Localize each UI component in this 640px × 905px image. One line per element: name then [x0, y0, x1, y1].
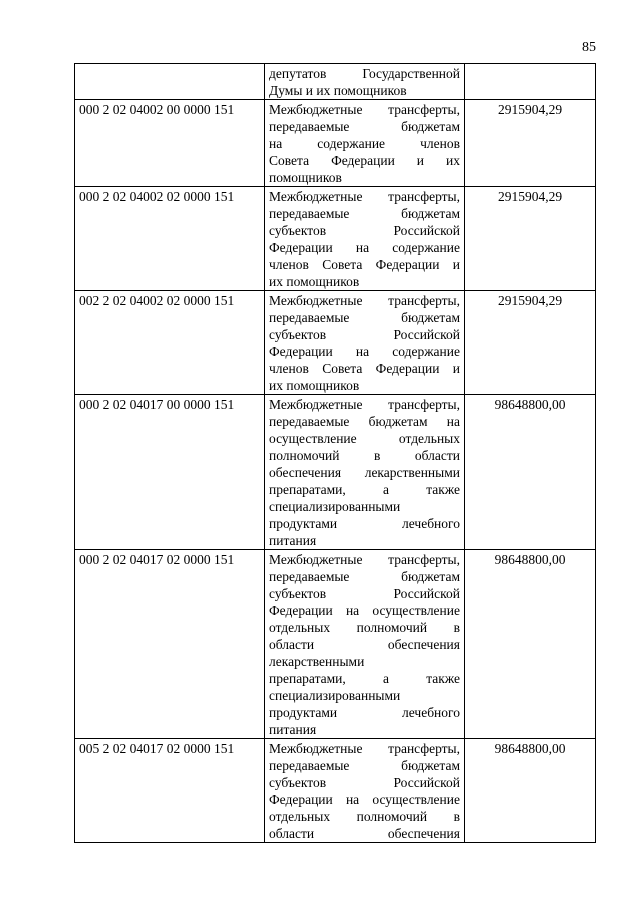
description-line: передаваемые бюджетам на — [269, 414, 460, 429]
budget-code-cell: 000 2 02 04017 00 0000 151 — [75, 395, 265, 550]
description-line: Межбюджетные трансферты, — [269, 552, 460, 567]
description-line: осуществление отдельных — [269, 431, 460, 446]
description-line: специализированными — [269, 499, 401, 514]
description-line: Федерации на содержание — [269, 344, 460, 359]
description-line: области обеспечения — [269, 637, 460, 652]
description-line: Федерации на осуществление — [269, 792, 460, 807]
description-line: передаваемые бюджетам — [269, 569, 460, 584]
description-line: передаваемые бюджетам — [269, 119, 460, 134]
description-line: обеспечения лекарственными — [269, 465, 460, 480]
description-line: их помощников — [269, 274, 360, 289]
description-cell — [265, 739, 465, 843]
amount-cell: 2915904,29 — [465, 291, 596, 395]
description-line: Межбюджетные трансферты, — [269, 102, 460, 117]
description-line: субъектов Российской — [269, 223, 460, 238]
table-row — [75, 395, 596, 550]
description-line: Думы и их помощников — [269, 83, 407, 98]
description-line: лекарственными — [269, 654, 365, 669]
page-number: 85 — [582, 40, 596, 55]
description-line: Межбюджетные трансферты, — [269, 293, 460, 308]
description-line: депутатов Государственной — [269, 66, 460, 81]
description-line: помощников — [269, 170, 342, 185]
table-row — [75, 100, 596, 187]
budget-table — [74, 63, 596, 843]
description-line: передаваемые бюджетам — [269, 758, 460, 773]
budget-code-cell: 005 2 02 04017 02 0000 151 — [75, 739, 265, 843]
budget-table-body — [75, 64, 596, 843]
description-line: членов Совета Федерации и — [269, 257, 460, 272]
amount-cell: 98648800,00 — [465, 395, 596, 550]
description-line: их помощников — [269, 378, 360, 393]
description-cell — [265, 187, 465, 291]
description-line: питания — [269, 722, 317, 737]
description-line: Межбюджетные трансферты, — [269, 741, 460, 756]
description-line: передаваемые бюджетам — [269, 206, 460, 221]
description-line: Совета Федерации и их — [269, 153, 460, 168]
description-line: Федерации на содержание — [269, 240, 460, 255]
amount-cell: 2915904,29 — [465, 187, 596, 291]
description-line: субъектов Российской — [269, 586, 460, 601]
description-line: субъектов Российской — [269, 327, 460, 342]
amount-cell — [465, 64, 596, 100]
budget-code-cell — [75, 64, 265, 100]
description-cell — [265, 550, 465, 739]
description-cell — [265, 64, 465, 100]
description-line: продуктами лечебного — [269, 705, 460, 720]
description-line: продуктами лечебного — [269, 516, 460, 531]
table-row — [75, 550, 596, 739]
description-line: специализированными — [269, 688, 401, 703]
budget-code-cell: 000 2 02 04002 02 0000 151 — [75, 187, 265, 291]
description-line: передаваемые бюджетам — [269, 310, 460, 325]
table-row — [75, 739, 596, 843]
description-line: питания — [269, 533, 317, 548]
amount-cell: 98648800,00 — [465, 739, 596, 843]
description-line: на содержание членов — [269, 136, 460, 151]
description-cell — [265, 395, 465, 550]
budget-code-cell: 002 2 02 04002 02 0000 151 — [75, 291, 265, 395]
description-line: отдельных полномочий в — [269, 620, 460, 635]
description-line: области обеспечения — [269, 826, 460, 841]
budget-code-cell: 000 2 02 04002 00 0000 151 — [75, 100, 265, 187]
description-line: Федерации на осуществление — [269, 603, 460, 618]
description-line: препаратами, а также — [269, 671, 460, 686]
description-line: Межбюджетные трансферты, — [269, 397, 460, 412]
description-cell — [265, 100, 465, 187]
amount-cell: 98648800,00 — [465, 550, 596, 739]
description-line: субъектов Российской — [269, 775, 460, 790]
table-row — [75, 187, 596, 291]
table-row — [75, 64, 596, 100]
description-line: Межбюджетные трансферты, — [269, 189, 460, 204]
description-line: препаратами, а также — [269, 482, 460, 497]
description-cell — [265, 291, 465, 395]
amount-cell: 2915904,29 — [465, 100, 596, 187]
description-line: членов Совета Федерации и — [269, 361, 460, 376]
budget-code-cell: 000 2 02 04017 02 0000 151 — [75, 550, 265, 739]
description-line: отдельных полномочий в — [269, 809, 460, 824]
description-line: полномочий в области — [269, 448, 460, 463]
table-row — [75, 291, 596, 395]
